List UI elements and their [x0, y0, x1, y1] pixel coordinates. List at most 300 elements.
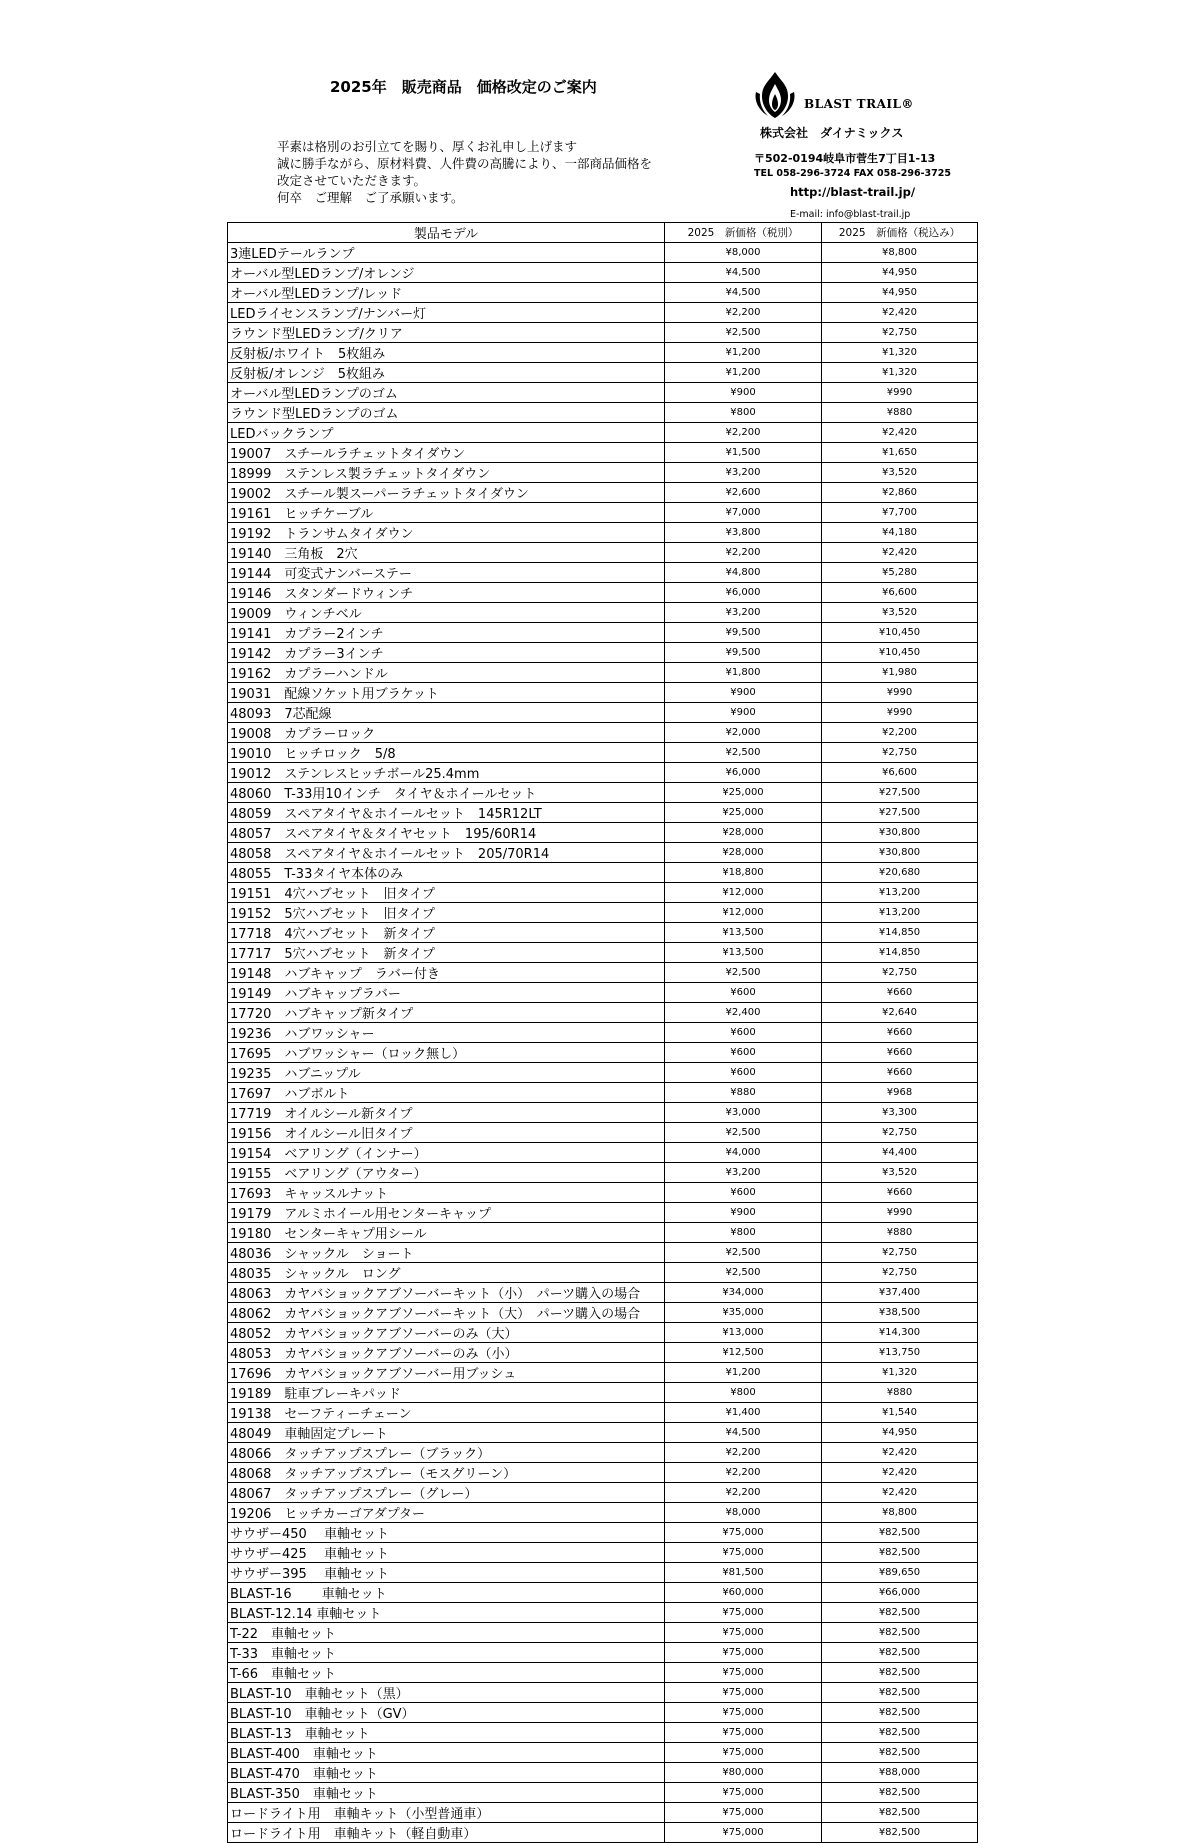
page-title: 2025年 販売商品 価格改定のご案内: [330, 78, 597, 96]
price-in-tax-cell: ¥10,450: [822, 643, 978, 663]
price-ex-tax-cell: ¥2,500: [665, 323, 822, 343]
price-in-tax-cell: ¥82,500: [822, 1623, 978, 1643]
price-in-tax-cell: ¥2,420: [822, 1443, 978, 1463]
product-model-cell: T-22 車軸セット: [228, 1623, 665, 1643]
price-ex-tax-cell: ¥28,000: [665, 823, 822, 843]
table-row: [228, 743, 978, 763]
table-row: [228, 403, 978, 423]
price-ex-tax-cell: ¥25,000: [665, 803, 822, 823]
price-in-tax-cell: ¥82,500: [822, 1683, 978, 1703]
table-row: [228, 1143, 978, 1163]
table-row: [228, 563, 978, 583]
table-row: [228, 1743, 978, 1763]
price-in-tax-cell: ¥1,540: [822, 1403, 978, 1423]
table-row: [228, 1163, 978, 1183]
product-model-cell: BLAST-12.14 車軸セット: [228, 1603, 665, 1623]
company-name: 株式会社 ダイナミックス: [760, 126, 904, 140]
price-ex-tax-cell: ¥3,200: [665, 1163, 822, 1183]
product-model-cell: 19154 ベアリング（インナー）: [228, 1143, 665, 1163]
price-ex-tax-cell: ¥3,200: [665, 463, 822, 483]
price-ex-tax-cell: ¥75,000: [665, 1803, 822, 1823]
price-ex-tax-cell: ¥12,500: [665, 1343, 822, 1363]
price-in-tax-cell: ¥4,950: [822, 263, 978, 283]
intro-line: 平素は格別のお引立てを賜り、厚くお礼申し上げます: [277, 139, 578, 154]
price-ex-tax-cell: ¥25,000: [665, 783, 822, 803]
price-ex-tax-cell: ¥2,600: [665, 483, 822, 503]
price-ex-tax-cell: ¥75,000: [665, 1783, 822, 1803]
product-model-cell: 19141 カプラー2インチ: [228, 623, 665, 643]
price-in-tax-cell: ¥660: [822, 1063, 978, 1083]
price-ex-tax-cell: ¥2,200: [665, 423, 822, 443]
product-model-cell: 19142 カプラー3インチ: [228, 643, 665, 663]
price-ex-tax-cell: ¥2,500: [665, 1263, 822, 1283]
table-row: [228, 1783, 978, 1803]
price-in-tax-cell: ¥30,800: [822, 823, 978, 843]
table-row: [228, 463, 978, 483]
table-row: [228, 963, 978, 983]
price-in-tax-cell: ¥2,420: [822, 303, 978, 323]
price-ex-tax-cell: ¥800: [665, 403, 822, 423]
product-model-cell: 19009 ウィンチベル: [228, 603, 665, 623]
table-row: [228, 603, 978, 623]
table-row: [228, 803, 978, 823]
price-in-tax-cell: ¥990: [822, 683, 978, 703]
product-model-cell: 18999 ステンレス製ラチェットタイダウン: [228, 463, 665, 483]
product-model-cell: BLAST-16 車軸セット: [228, 1583, 665, 1603]
price-ex-tax-cell: ¥75,000: [665, 1703, 822, 1723]
price-ex-tax-cell: ¥600: [665, 1023, 822, 1043]
product-model-cell: 48062 カヤバショックアブソーバーキット（大） パーツ購入の場合: [228, 1303, 665, 1323]
table-row: [228, 1683, 978, 1703]
price-ex-tax-cell: ¥4,500: [665, 283, 822, 303]
product-model-cell: T-66 車軸セット: [228, 1663, 665, 1683]
price-ex-tax-cell: ¥75,000: [665, 1643, 822, 1663]
brand-name: BLAST TRAIL®: [804, 97, 914, 111]
product-model-cell: 19151 4穴ハブセット 旧タイプ: [228, 883, 665, 903]
price-in-tax-cell: ¥2,860: [822, 483, 978, 503]
product-model-cell: オーバル型LEDランプ/オレンジ: [228, 263, 665, 283]
price-ex-tax-cell: ¥75,000: [665, 1683, 822, 1703]
table-row: [228, 243, 978, 263]
product-model-cell: 19206 ヒッチカーゴアダプター: [228, 1503, 665, 1523]
column-header-model: 製品モデル: [228, 223, 665, 243]
price-ex-tax-cell: ¥600: [665, 1043, 822, 1063]
price-ex-tax-cell: ¥1,200: [665, 343, 822, 363]
price-ex-tax-cell: ¥2,500: [665, 743, 822, 763]
price-in-tax-cell: ¥880: [822, 1223, 978, 1243]
table-row: [228, 1363, 978, 1383]
product-model-cell: 48093 7芯配線: [228, 703, 665, 723]
company-address: 〒502-0194岐阜市菅生7丁目1-13: [754, 152, 936, 165]
price-ex-tax-cell: ¥6,000: [665, 583, 822, 603]
price-in-tax-cell: ¥1,320: [822, 1363, 978, 1383]
price-in-tax-cell: ¥88,000: [822, 1763, 978, 1783]
price-ex-tax-cell: ¥1,400: [665, 1403, 822, 1423]
product-model-cell: 17717 5穴ハブセット 新タイプ: [228, 943, 665, 963]
table-row: [228, 1123, 978, 1143]
product-model-cell: 17695 ハブワッシャー（ロック無し）: [228, 1043, 665, 1063]
price-ex-tax-cell: ¥800: [665, 1223, 822, 1243]
price-in-tax-cell: ¥4,950: [822, 283, 978, 303]
price-ex-tax-cell: ¥28,000: [665, 843, 822, 863]
company-info: [754, 124, 964, 220]
price-in-tax-cell: ¥3,520: [822, 463, 978, 483]
product-model-cell: ラウンド型LEDランプ/クリア: [228, 323, 665, 343]
price-in-tax-cell: ¥38,500: [822, 1303, 978, 1323]
table-row: [228, 543, 978, 563]
table-row: [228, 363, 978, 383]
price-in-tax-cell: ¥660: [822, 1183, 978, 1203]
product-model-cell: 17718 4穴ハブセット 新タイプ: [228, 923, 665, 943]
product-model-cell: 48036 シャックル ショート: [228, 1243, 665, 1263]
product-model-cell: 19010 ヒッチロック 5/8: [228, 743, 665, 763]
product-model-cell: 48068 タッチアップスプレー（モスグリーン）: [228, 1463, 665, 1483]
table-row: [228, 1183, 978, 1203]
price-ex-tax-cell: ¥3,000: [665, 1103, 822, 1123]
price-in-tax-cell: ¥82,500: [822, 1783, 978, 1803]
price-ex-tax-cell: ¥35,000: [665, 1303, 822, 1323]
product-model-cell: BLAST-400 車軸セット: [228, 1743, 665, 1763]
table-row: [228, 1223, 978, 1243]
table-row: [228, 1243, 978, 1263]
product-model-cell: LEDライセンスランプ/ナンバー灯: [228, 303, 665, 323]
price-in-tax-cell: ¥660: [822, 1023, 978, 1043]
intro-line: 誠に勝手ながら、原材料費、人件費の高騰により、一部商品価格を: [277, 156, 653, 171]
price-in-tax-cell: ¥4,950: [822, 1423, 978, 1443]
table-row: [228, 1463, 978, 1483]
price-in-tax-cell: ¥13,750: [822, 1343, 978, 1363]
table-row: [228, 323, 978, 343]
price-ex-tax-cell: ¥75,000: [665, 1723, 822, 1743]
product-model-cell: 17696 カヤバショックアブソーバー用ブッシュ: [228, 1363, 665, 1383]
product-model-cell: 19161 ヒッチケーブル: [228, 503, 665, 523]
product-model-cell: 48060 T-33用10インチ タイヤ＆ホイールセット: [228, 783, 665, 803]
table-row: [228, 503, 978, 523]
table-row: [228, 923, 978, 943]
table-row: [228, 723, 978, 743]
price-ex-tax-cell: ¥34,000: [665, 1283, 822, 1303]
table-row: [228, 1643, 978, 1663]
price-in-tax-cell: ¥10,450: [822, 623, 978, 643]
price-in-tax-cell: ¥3,520: [822, 603, 978, 623]
price-in-tax-cell: ¥2,420: [822, 1483, 978, 1503]
column-header-price-in-tax: 2025 新価格（税込み）: [822, 223, 978, 243]
price-in-tax-cell: ¥880: [822, 1383, 978, 1403]
price-ex-tax-cell: ¥900: [665, 703, 822, 723]
price-in-tax-cell: ¥82,500: [822, 1723, 978, 1743]
table-row: [228, 1103, 978, 1123]
product-model-cell: ロードライト用 車軸キット（小型普通車）: [228, 1803, 665, 1823]
price-ex-tax-cell: ¥60,000: [665, 1583, 822, 1603]
product-model-cell: 19235 ハブニップル: [228, 1063, 665, 1083]
company-logo: [752, 70, 962, 120]
price-ex-tax-cell: ¥75,000: [665, 1523, 822, 1543]
price-in-tax-cell: ¥2,750: [822, 1243, 978, 1263]
price-ex-tax-cell: ¥13,500: [665, 943, 822, 963]
intro-line: 何卒 ご理解 ご了承願います。: [277, 190, 464, 205]
price-in-tax-cell: ¥990: [822, 383, 978, 403]
table-row: [228, 343, 978, 363]
product-model-cell: 19146 スタンダードウィンチ: [228, 583, 665, 603]
price-ex-tax-cell: ¥13,000: [665, 1323, 822, 1343]
price-in-tax-cell: ¥968: [822, 1083, 978, 1103]
price-in-tax-cell: ¥990: [822, 1203, 978, 1223]
table-row: [228, 983, 978, 1003]
product-model-cell: 17697 ハブボルト: [228, 1083, 665, 1103]
price-in-tax-cell: ¥82,500: [822, 1823, 978, 1843]
price-in-tax-cell: ¥14,300: [822, 1323, 978, 1343]
price-ex-tax-cell: ¥900: [665, 683, 822, 703]
company-tel-fax: TEL 058-296-3724 FAX 058-296-3725: [754, 168, 951, 179]
product-model-cell: 19236 ハブワッシャー: [228, 1023, 665, 1043]
price-in-tax-cell: ¥6,600: [822, 583, 978, 603]
intro-line: 改定させていただきます。: [277, 173, 427, 188]
product-model-cell: 19031 配線ソケット用ブラケット: [228, 683, 665, 703]
product-model-cell: オーバル型LEDランプ/レッド: [228, 283, 665, 303]
price-in-tax-cell: ¥82,500: [822, 1803, 978, 1823]
price-in-tax-cell: ¥2,420: [822, 543, 978, 563]
product-model-cell: 19155 ベアリング（アウター）: [228, 1163, 665, 1183]
price-ex-tax-cell: ¥2,200: [665, 1443, 822, 1463]
product-model-cell: 19152 5穴ハブセット 旧タイプ: [228, 903, 665, 923]
price-in-tax-cell: ¥82,500: [822, 1603, 978, 1623]
table-row: [228, 1203, 978, 1223]
product-model-cell: 48035 シャックル ロング: [228, 1263, 665, 1283]
price-in-tax-cell: ¥82,500: [822, 1643, 978, 1663]
price-in-tax-cell: ¥2,750: [822, 323, 978, 343]
table-row: [228, 1083, 978, 1103]
price-in-tax-cell: ¥2,420: [822, 423, 978, 443]
product-model-cell: サウザー395 車軸セット: [228, 1563, 665, 1583]
product-model-cell: サウザー425 車軸セット: [228, 1543, 665, 1563]
product-model-cell: 48063 カヤバショックアブソーバーキット（小） パーツ購入の場合: [228, 1283, 665, 1303]
price-ex-tax-cell: ¥800: [665, 1383, 822, 1403]
price-ex-tax-cell: ¥600: [665, 983, 822, 1003]
price-ex-tax-cell: ¥2,500: [665, 1243, 822, 1263]
price-in-tax-cell: ¥8,800: [822, 243, 978, 263]
price-ex-tax-cell: ¥900: [665, 383, 822, 403]
price-ex-tax-cell: ¥880: [665, 1083, 822, 1103]
table-header-row: [228, 223, 978, 243]
product-model-cell: 48049 車軸固定プレート: [228, 1423, 665, 1443]
product-model-cell: BLAST-10 車軸セット（GV）: [228, 1703, 665, 1723]
table-row: [228, 943, 978, 963]
price-in-tax-cell: ¥2,750: [822, 963, 978, 983]
price-ex-tax-cell: ¥3,800: [665, 523, 822, 543]
price-ex-tax-cell: ¥1,500: [665, 443, 822, 463]
product-model-cell: 19189 駐車ブレーキパッド: [228, 1383, 665, 1403]
table-row: [228, 1003, 978, 1023]
price-in-tax-cell: ¥82,500: [822, 1523, 978, 1543]
table-row: [228, 663, 978, 683]
price-ex-tax-cell: ¥2,500: [665, 963, 822, 983]
table-row: [228, 1263, 978, 1283]
table-row: [228, 1663, 978, 1683]
product-model-cell: オーバル型LEDランプのゴム: [228, 383, 665, 403]
product-model-cell: BLAST-13 車軸セット: [228, 1723, 665, 1743]
product-model-cell: 反射板/ホワイト 5枚組み: [228, 343, 665, 363]
table-row: [228, 1343, 978, 1363]
price-ex-tax-cell: ¥9,500: [665, 643, 822, 663]
table-row: [228, 703, 978, 723]
product-model-cell: 19138 セーフティーチェーン: [228, 1403, 665, 1423]
price-table-body: [228, 243, 978, 1843]
table-row: [228, 683, 978, 703]
company-website-link[interactable]: http://blast-trail.jp/: [790, 185, 916, 199]
product-model-cell: 48066 タッチアップスプレー（ブラック）: [228, 1443, 665, 1463]
price-ex-tax-cell: ¥1,200: [665, 1363, 822, 1383]
product-model-cell: 48052 カヤバショックアブソーバーのみ（大）: [228, 1323, 665, 1343]
company-email-link[interactable]: E-mail: info@blast-trail.jp: [790, 209, 911, 220]
price-in-tax-cell: ¥2,420: [822, 1463, 978, 1483]
product-model-cell: 19148 ハブキャップ ラバー付き: [228, 963, 665, 983]
table-row: [228, 1583, 978, 1603]
price-ex-tax-cell: ¥2,200: [665, 1463, 822, 1483]
price-in-tax-cell: ¥3,300: [822, 1103, 978, 1123]
product-model-cell: LEDバックランプ: [228, 423, 665, 443]
price-in-tax-cell: ¥7,700: [822, 503, 978, 523]
price-in-tax-cell: ¥82,500: [822, 1703, 978, 1723]
product-model-cell: 19156 オイルシール旧タイプ: [228, 1123, 665, 1143]
table-row: [228, 1503, 978, 1523]
product-model-cell: 19002 スチール製スーパーラチェットタイダウン: [228, 483, 665, 503]
price-ex-tax-cell: ¥12,000: [665, 883, 822, 903]
product-model-cell: 48058 スペアタイヤ＆ホイールセット 205/70R14: [228, 843, 665, 863]
price-in-tax-cell: ¥2,750: [822, 743, 978, 763]
price-ex-tax-cell: ¥2,000: [665, 723, 822, 743]
product-model-cell: 19012 ステンレスヒッチボール25.4mm: [228, 763, 665, 783]
price-ex-tax-cell: ¥2,400: [665, 1003, 822, 1023]
product-model-cell: ラウンド型LEDランプのゴム: [228, 403, 665, 423]
price-in-tax-cell: ¥13,200: [822, 903, 978, 923]
intro-message: [277, 138, 652, 206]
product-model-cell: 48059 スペアタイヤ＆ホイールセット 145R12LT: [228, 803, 665, 823]
table-row: [228, 1323, 978, 1343]
table-row: [228, 1523, 978, 1543]
price-in-tax-cell: ¥1,320: [822, 363, 978, 383]
table-row: [228, 1303, 978, 1323]
price-ex-tax-cell: ¥12,000: [665, 903, 822, 923]
price-ex-tax-cell: ¥3,200: [665, 603, 822, 623]
price-ex-tax-cell: ¥75,000: [665, 1823, 822, 1843]
product-model-cell: 48067 タッチアップスプレー（グレー）: [228, 1483, 665, 1503]
table-row: [228, 283, 978, 303]
price-in-tax-cell: ¥990: [822, 703, 978, 723]
product-model-cell: 反射板/オレンジ 5枚組み: [228, 363, 665, 383]
product-model-cell: BLAST-350 車軸セット: [228, 1783, 665, 1803]
table-row: [228, 1283, 978, 1303]
price-ex-tax-cell: ¥2,200: [665, 303, 822, 323]
product-model-cell: 17720 ハブキャップ新タイプ: [228, 1003, 665, 1023]
product-model-cell: 19140 三角板 2穴: [228, 543, 665, 563]
table-row: [228, 823, 978, 843]
price-ex-tax-cell: ¥600: [665, 1063, 822, 1083]
table-row: [228, 903, 978, 923]
table-row: [228, 263, 978, 283]
table-row: [228, 1423, 978, 1443]
product-model-cell: 19144 可変式ナンバーステー: [228, 563, 665, 583]
product-model-cell: 19192 トランサムタイダウン: [228, 523, 665, 543]
table-row: [228, 883, 978, 903]
table-row: [228, 1023, 978, 1043]
table-row: [228, 1763, 978, 1783]
product-model-cell: BLAST-470 車軸セット: [228, 1763, 665, 1783]
price-ex-tax-cell: ¥7,000: [665, 503, 822, 523]
price-in-tax-cell: ¥2,200: [822, 723, 978, 743]
table-row: [228, 863, 978, 883]
price-ex-tax-cell: ¥75,000: [665, 1663, 822, 1683]
price-in-tax-cell: ¥89,650: [822, 1563, 978, 1583]
table-row: [228, 623, 978, 643]
price-in-tax-cell: ¥2,750: [822, 1123, 978, 1143]
table-row: [228, 1803, 978, 1823]
table-row: [228, 583, 978, 603]
price-in-tax-cell: ¥66,000: [822, 1583, 978, 1603]
table-row: [228, 643, 978, 663]
price-in-tax-cell: ¥4,180: [822, 523, 978, 543]
product-model-cell: 19007 スチールラチェットタイダウン: [228, 443, 665, 463]
table-row: [228, 1383, 978, 1403]
table-row: [228, 523, 978, 543]
price-ex-tax-cell: ¥81,500: [665, 1563, 822, 1583]
table-row: [228, 1543, 978, 1563]
table-row: [228, 423, 978, 443]
flame-logo-icon: [752, 70, 798, 120]
table-row: [228, 1063, 978, 1083]
table-row: [228, 1603, 978, 1623]
price-ex-tax-cell: ¥4,500: [665, 263, 822, 283]
product-model-cell: 48057 スペアタイヤ＆タイヤセット 195/60R14: [228, 823, 665, 843]
price-ex-tax-cell: ¥13,500: [665, 923, 822, 943]
price-table: [227, 222, 978, 1843]
table-row: [228, 443, 978, 463]
product-model-cell: サウザー450 車軸セット: [228, 1523, 665, 1543]
price-in-tax-cell: ¥82,500: [822, 1663, 978, 1683]
price-in-tax-cell: ¥27,500: [822, 803, 978, 823]
table-row: [228, 1563, 978, 1583]
price-ex-tax-cell: ¥4,800: [665, 563, 822, 583]
price-ex-tax-cell: ¥900: [665, 1203, 822, 1223]
table-row: [228, 1043, 978, 1063]
price-ex-tax-cell: ¥75,000: [665, 1543, 822, 1563]
price-in-tax-cell: ¥2,640: [822, 1003, 978, 1023]
price-ex-tax-cell: ¥6,000: [665, 763, 822, 783]
price-in-tax-cell: ¥8,800: [822, 1503, 978, 1523]
price-ex-tax-cell: ¥75,000: [665, 1623, 822, 1643]
price-in-tax-cell: ¥6,600: [822, 763, 978, 783]
price-ex-tax-cell: ¥2,200: [665, 1483, 822, 1503]
price-in-tax-cell: ¥20,680: [822, 863, 978, 883]
price-in-tax-cell: ¥4,400: [822, 1143, 978, 1163]
price-in-tax-cell: ¥2,750: [822, 1263, 978, 1283]
table-row: [228, 1723, 978, 1743]
table-row: [228, 1403, 978, 1423]
price-in-tax-cell: ¥5,280: [822, 563, 978, 583]
price-ex-tax-cell: ¥9,500: [665, 623, 822, 643]
table-row: [228, 763, 978, 783]
product-model-cell: 19149 ハブキャップラバー: [228, 983, 665, 1003]
price-in-tax-cell: ¥30,800: [822, 843, 978, 863]
price-in-tax-cell: ¥37,400: [822, 1283, 978, 1303]
price-ex-tax-cell: ¥8,000: [665, 243, 822, 263]
table-row: [228, 1823, 978, 1843]
price-ex-tax-cell: ¥18,800: [665, 863, 822, 883]
price-ex-tax-cell: ¥4,000: [665, 1143, 822, 1163]
table-row: [228, 303, 978, 323]
price-ex-tax-cell: ¥8,000: [665, 1503, 822, 1523]
price-in-tax-cell: ¥880: [822, 403, 978, 423]
price-in-tax-cell: ¥14,850: [822, 943, 978, 963]
